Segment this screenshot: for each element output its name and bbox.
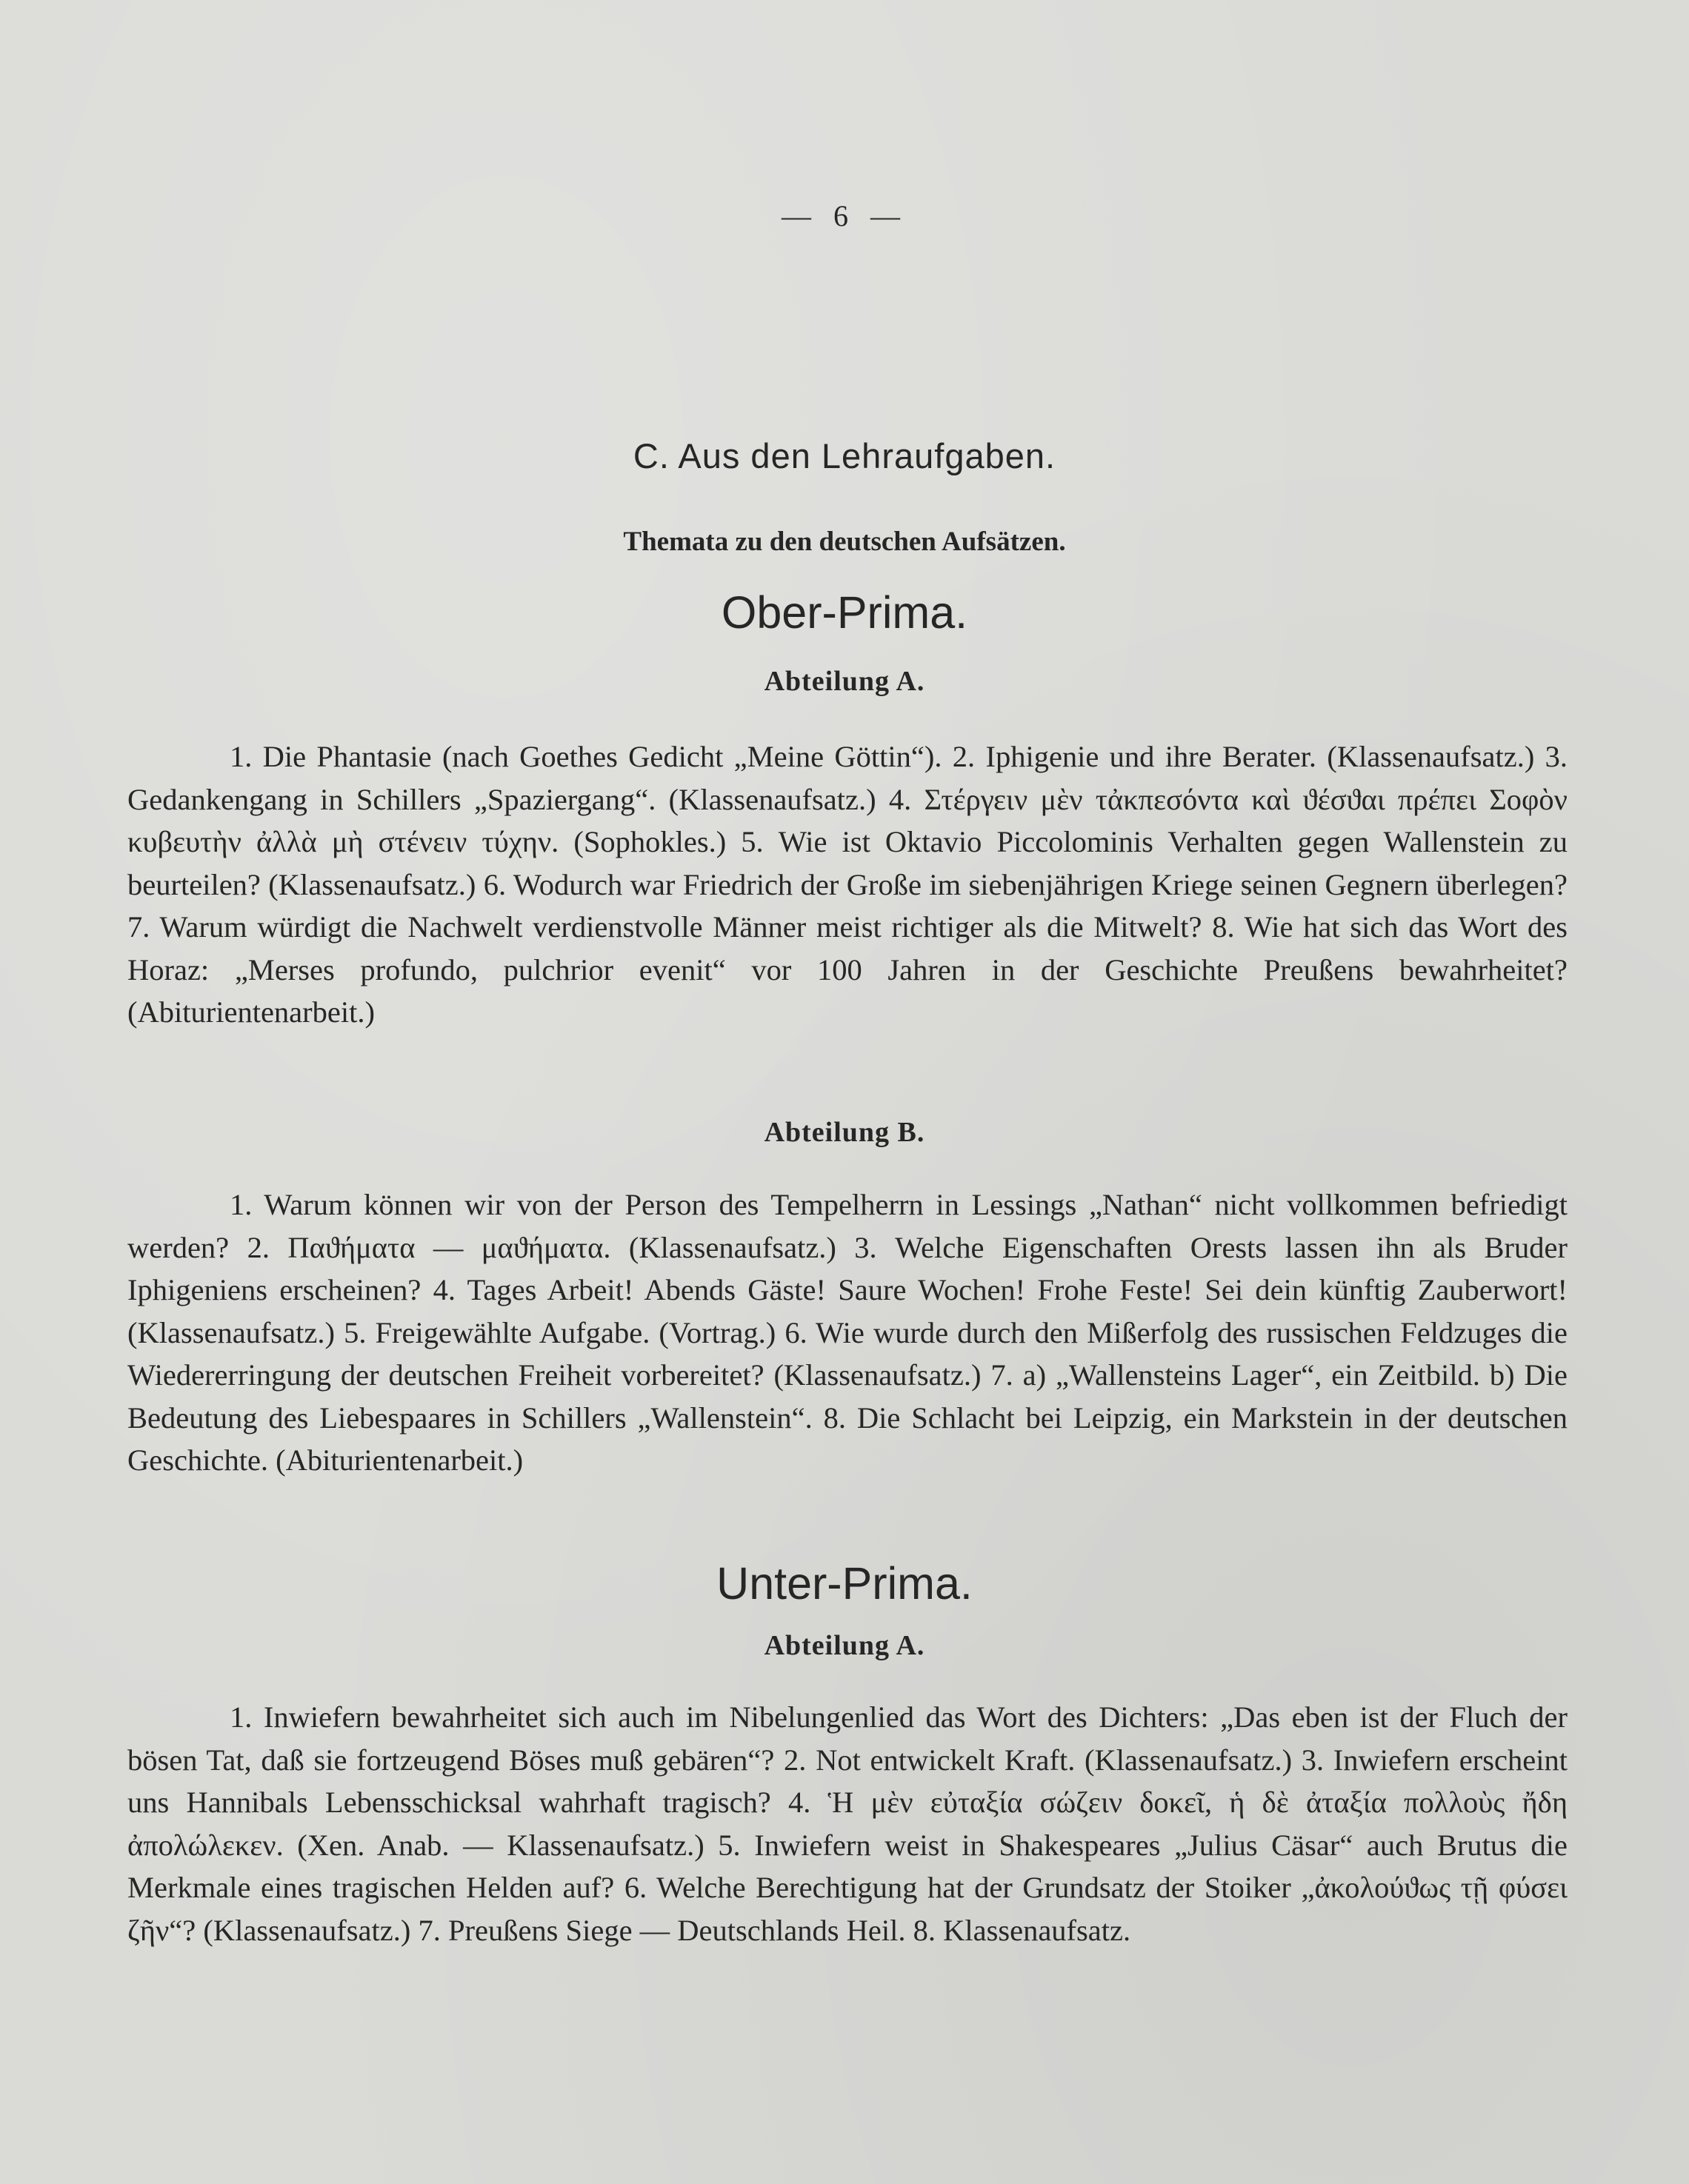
ober-prima-abteilung-b-text: 1. Warum können wir von der Person des Tempelherrn in Lessings „Nathan“ nicht vollkommen befriedigt werden? 2. Παϑήματα — μαϑήματα. (Klassenaufsatz.) 3. Welche Eigenschaften Orests lassen ihn als Bruder Iphigeniens erscheinen? 4. Tages Arbeit! Abends Gäste! Saure Wochen! Frohe Feste! Sei dein künftig Zauberwort! (Klassenaufsatz.) 5. Freigewählte Aufgabe. (Vortrag.) 6. Wie wurde durch den Mißerfolg des russischen Feldzuges die Wiedererringung der deutschen Freiheit vorbereitet? (Klassenaufsatz.) 7. a) „Wallensteins Lager“, ein Zeitbild. b) Die Bedeutung des Liebespaares in Schillers „Wallenstein“. 8. Die Schlacht bei Leipzig, ein Markstein in der deutschen Geschichte. (Abiturientenarbeit.) bbox=[127, 1188, 1568, 1477]
section-title: C. Aus den Lehraufgaben. bbox=[633, 436, 1056, 475]
ober-prima-abteilung-a-label: Abteilung A. bbox=[764, 666, 925, 697]
section-subtitle: Themata zu den deutschen Aufsätzen. bbox=[623, 527, 1066, 557]
heading-ober-prima: Ober-Prima. bbox=[721, 587, 968, 638]
page-number: — 6 — bbox=[782, 199, 907, 233]
ober-prima-abteilung-a-text: 1. Die Phantasie (nach Goethes Gedicht „Meine Göttin“). 2. Iphigenie und ihre Berater. (Klassenaufsatz.) 3. Gedankengang in Schillers „Spaziergang“. (Klassenaufsatz.) 4. Στέργειν μὲν τἀκπεσόντα καὶ ϑέσϑαι πρέπει Σοφὸν κυβευτὴν ἀλλὰ μὴ στένειν τύχην. (Sophokles.) 5. Wie ist Oktavio Piccolominis Verhalten gegen Wallenstein zu beurteilen? (Klassenaufsatz.) 6. Wodurch war Friedrich der Große im siebenjährigen Kriege seinen Gegnern überlegen? 7. Warum würdigt die Nachwelt verdienstvolle Männer meist richtiger als die Mitwelt? 8. Wie hat sich das Wort des Horaz: „Merses profundo, pulchrior evenit“ vor 100 Jahren in der Geschichte Preußens bewahrheitet? (Abiturientenarbeit.) bbox=[127, 740, 1568, 1029]
unter-prima-abteilung-a-label: Abteilung A. bbox=[764, 1630, 925, 1661]
ober-prima-abteilung-b-label: Abteilung B. bbox=[764, 1117, 925, 1148]
unter-prima-abteilung-a-text: 1. Inwiefern bewahrheitet sich auch im Nibelungenlied das Wort des Dichters: „Das eben ist der Fluch der bösen Tat, daß sie fortzeugend Böses muß gebären“? 2. Not entwickelt Kraft. (Klassenaufsatz.) 3. Inwiefern erscheint uns Hannibals Lebensschicksal wahrhaft tragisch? 4. Ἡ μὲν εὐταξία σώζειν δοκεῖ, ἡ δὲ ἀταξία πολλοὺς ἤδη ἀπολώλεκεν. (Xen. Anab. — Klassenaufsatz.) 5. Inwiefern weist in Shakespeares „Julius Cäsar“ auch Brutus die Merkmale eines tragischen Helden auf? 6. Welche Berechtigung hat der Grundsatz der Stoiker „ἀκολούϑως τῇ φύσει ζῆν“? (Klassenaufsatz.) 7. Preußens Siege — Deutschlands Heil. 8. Klassenaufsatz. bbox=[127, 1700, 1568, 1947]
heading-unter-prima: Unter-Prima. bbox=[716, 1558, 973, 1609]
